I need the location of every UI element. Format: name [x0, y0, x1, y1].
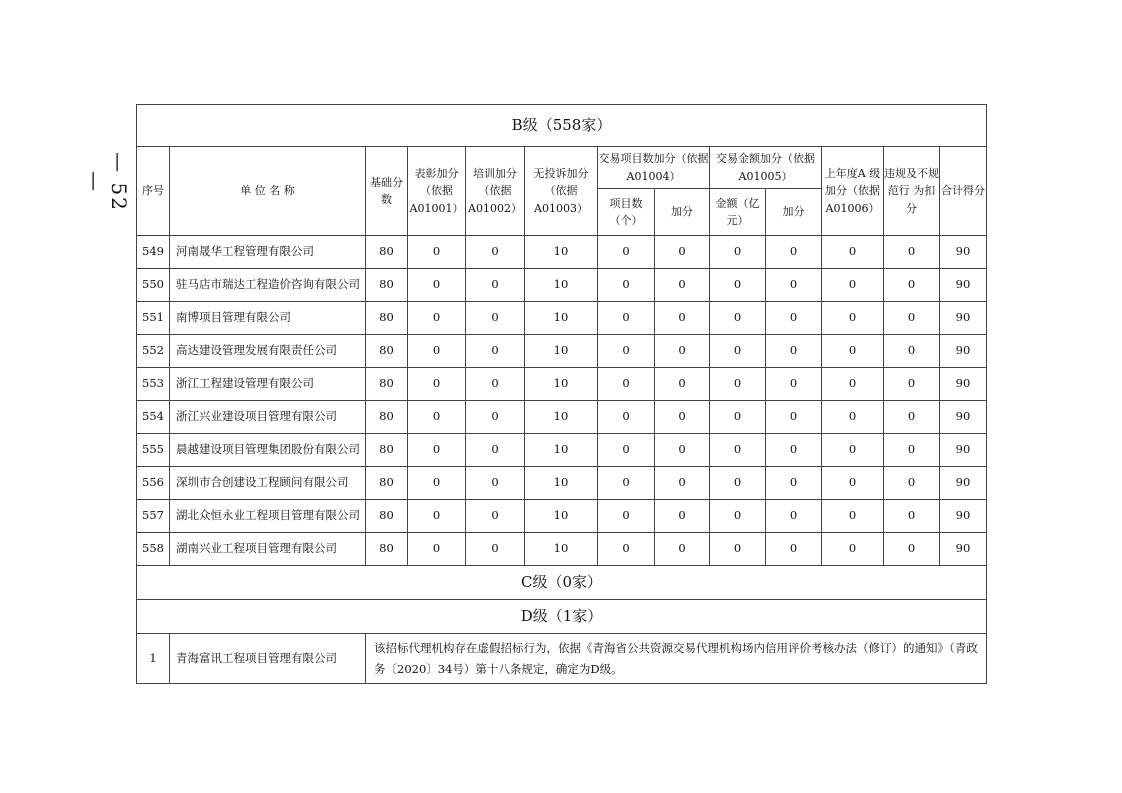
d-row-name: 青海富讯工程项目管理有限公司: [170, 634, 366, 684]
cell: 80: [366, 533, 408, 566]
company-name: 高达建设管理发展有限责任公司: [170, 335, 366, 368]
table-row: [137, 302, 987, 335]
cell: 0: [822, 467, 884, 500]
c-level-title: C级（0家）: [137, 566, 987, 600]
header-name: 单 位 名 称: [170, 147, 366, 236]
cell: 0: [822, 368, 884, 401]
cell: 0: [598, 368, 655, 401]
cell: 0: [766, 368, 822, 401]
company-name: 晨越建设项目管理集团股份有限公司: [170, 434, 366, 467]
cell: 0: [710, 401, 766, 434]
header-training: 培训加分（依据A01002）: [466, 147, 525, 236]
cell: 0: [655, 236, 710, 269]
d-row-seq: 1: [137, 634, 170, 684]
cell: 0: [766, 269, 822, 302]
cell: 0: [766, 533, 822, 566]
cell: 0: [655, 368, 710, 401]
cell: 0: [408, 533, 466, 566]
cell: 0: [766, 302, 822, 335]
cell: 90: [940, 533, 987, 566]
cell: 10: [525, 236, 598, 269]
company-name: 浙江兴业建设项目管理有限公司: [170, 401, 366, 434]
b-level-title: B级（558家）: [137, 105, 987, 147]
cell: 0: [710, 434, 766, 467]
table-row: [137, 269, 987, 302]
cell: 0: [598, 500, 655, 533]
cell: 90: [940, 434, 987, 467]
cell: 554: [137, 401, 170, 434]
cell: 0: [655, 467, 710, 500]
table-row: [137, 467, 987, 500]
cell: 0: [408, 500, 466, 533]
header-tradeamount: 交易金额加分（依据 A01005）: [710, 147, 822, 189]
company-name: 深圳市合创建设工程顾问有限公司: [170, 467, 366, 500]
cell: 0: [598, 302, 655, 335]
table-row: [137, 236, 987, 269]
cell: 80: [366, 467, 408, 500]
header-amount: 金额（亿元）: [710, 189, 766, 236]
cell: 10: [525, 500, 598, 533]
cell: 0: [655, 302, 710, 335]
cell: 0: [466, 368, 525, 401]
cell: 90: [940, 236, 987, 269]
cell: 0: [822, 533, 884, 566]
header-count: 项目数（个）: [598, 189, 655, 236]
cell: 0: [655, 269, 710, 302]
cell: 0: [655, 533, 710, 566]
cell: 0: [884, 434, 940, 467]
cell: 0: [822, 434, 884, 467]
cell: 0: [822, 500, 884, 533]
cell: 0: [466, 269, 525, 302]
cell: 0: [766, 500, 822, 533]
cell: 80: [366, 434, 408, 467]
cell: 0: [710, 269, 766, 302]
d-level-title: D级（1家）: [137, 600, 987, 634]
cell: 0: [884, 236, 940, 269]
cell: 0: [822, 236, 884, 269]
header-commend: 表彰加分（依据A01001）: [408, 147, 466, 236]
cell: 0: [598, 533, 655, 566]
cell: 90: [940, 467, 987, 500]
cell: 0: [766, 434, 822, 467]
cell: 552: [137, 335, 170, 368]
header-lastyear: 上年度A 级加分（依据A01006）: [822, 147, 884, 236]
table-row: [137, 500, 987, 533]
cell: 0: [710, 236, 766, 269]
cell: 90: [940, 500, 987, 533]
cell: 10: [525, 335, 598, 368]
cell: 0: [822, 269, 884, 302]
header-seq: 序号: [137, 147, 170, 236]
company-name: 浙江工程建设管理有限公司: [170, 368, 366, 401]
cell: 555: [137, 434, 170, 467]
cell: 0: [710, 302, 766, 335]
cell: 0: [766, 467, 822, 500]
cell: 80: [366, 335, 408, 368]
cell: 0: [710, 467, 766, 500]
header-base: 基础分数: [366, 147, 408, 236]
cell: 549: [137, 236, 170, 269]
header-nocomplaint: 无投诉加分（依据A01003）: [525, 147, 598, 236]
cell: 0: [655, 335, 710, 368]
table-row: [137, 434, 987, 467]
company-name: 河南晟华工程管理有限公司: [170, 236, 366, 269]
cell: 0: [884, 467, 940, 500]
cell: 80: [366, 500, 408, 533]
cell: 10: [525, 269, 598, 302]
cell: 0: [466, 302, 525, 335]
cell: 0: [655, 500, 710, 533]
company-name: 南博项目管理有限公司: [170, 302, 366, 335]
cell: 0: [710, 335, 766, 368]
cell: 10: [525, 401, 598, 434]
cell: 90: [940, 302, 987, 335]
cell: 0: [884, 335, 940, 368]
cell: 10: [525, 533, 598, 566]
cell: 0: [766, 401, 822, 434]
cell: 0: [408, 302, 466, 335]
company-name: 湖北众恒永业工程项目管理有限公司: [170, 500, 366, 533]
header-total: 合计得分: [940, 147, 987, 236]
cell: 0: [598, 335, 655, 368]
cell: 0: [466, 467, 525, 500]
cell: 0: [466, 434, 525, 467]
cell: 80: [366, 269, 408, 302]
cell: 0: [408, 236, 466, 269]
cell: 557: [137, 500, 170, 533]
cell: 0: [408, 401, 466, 434]
table-row: [137, 335, 987, 368]
cell: 0: [710, 533, 766, 566]
cell: 0: [598, 236, 655, 269]
company-name: 驻马店市瑞达工程造价咨询有限公司: [170, 269, 366, 302]
cell: 551: [137, 302, 170, 335]
cell: 0: [598, 269, 655, 302]
header-add2: 加分: [766, 189, 822, 236]
cell: 90: [940, 368, 987, 401]
cell: 10: [525, 368, 598, 401]
cell: 0: [884, 302, 940, 335]
cell: 0: [766, 335, 822, 368]
credit-rating-table: [136, 104, 987, 684]
page-number: — 52 —: [83, 152, 131, 212]
cell: 0: [466, 500, 525, 533]
cell: 80: [366, 401, 408, 434]
cell: 0: [408, 269, 466, 302]
header-tradecount: 交易项目数加分（依据 A01004）: [598, 147, 710, 189]
cell: 0: [822, 302, 884, 335]
cell: 553: [137, 368, 170, 401]
cell: 558: [137, 533, 170, 566]
cell: 0: [598, 434, 655, 467]
cell: 0: [822, 401, 884, 434]
table-row: [137, 533, 987, 566]
cell: 550: [137, 269, 170, 302]
cell: 10: [525, 467, 598, 500]
cell: 90: [940, 401, 987, 434]
cell: 0: [655, 434, 710, 467]
cell: 0: [598, 401, 655, 434]
cell: 0: [884, 401, 940, 434]
cell: 0: [710, 500, 766, 533]
cell: 0: [884, 368, 940, 401]
cell: 0: [884, 533, 940, 566]
cell: 80: [366, 302, 408, 335]
table-row: [137, 368, 987, 401]
cell: 0: [766, 236, 822, 269]
cell: 80: [366, 368, 408, 401]
header-violation: 违规及不规范行 为扣 分: [884, 147, 940, 236]
cell: 0: [408, 434, 466, 467]
cell: 0: [884, 500, 940, 533]
header-add1: 加分: [655, 189, 710, 236]
company-name: 湖南兴业工程项目管理有限公司: [170, 533, 366, 566]
cell: 0: [466, 533, 525, 566]
cell: 10: [525, 434, 598, 467]
cell: 10: [525, 302, 598, 335]
cell: 0: [710, 368, 766, 401]
cell: 0: [408, 335, 466, 368]
cell: 80: [366, 236, 408, 269]
d-row-description: 该招标代理机构存在虚假招标行为，依据《青海省公共资源交易代理机构场内信用评价考核办法（修订）的通知》（青政务〔2020〕34号）第十八条规定，确定为D级。: [366, 634, 987, 684]
cell: 0: [408, 368, 466, 401]
cell: 0: [655, 401, 710, 434]
cell: 0: [408, 467, 466, 500]
cell: 0: [466, 401, 525, 434]
table-row: [137, 401, 987, 434]
cell: 0: [822, 335, 884, 368]
cell: 0: [466, 236, 525, 269]
cell: 0: [466, 335, 525, 368]
cell: 90: [940, 335, 987, 368]
cell: 90: [940, 269, 987, 302]
cell: 0: [884, 269, 940, 302]
cell: 556: [137, 467, 170, 500]
cell: 0: [598, 467, 655, 500]
